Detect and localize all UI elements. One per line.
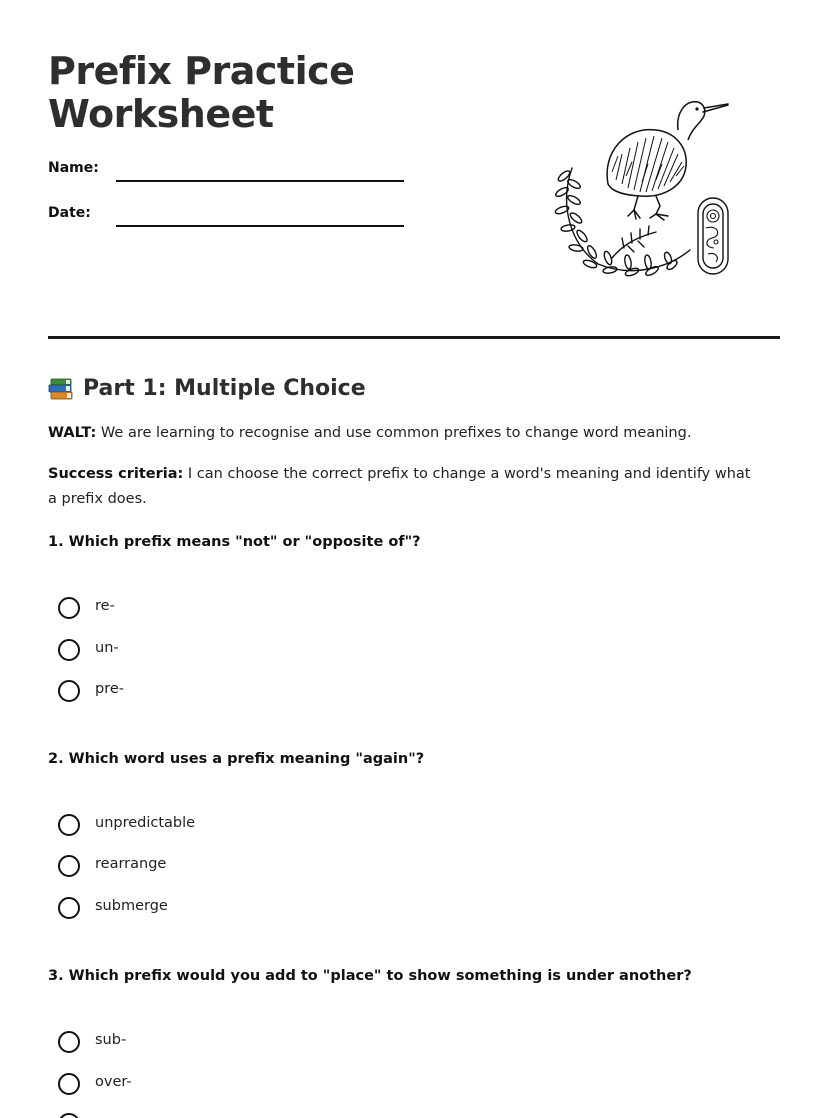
kiwi-bird-illustration [552, 92, 732, 278]
question-3: 3. Which prefix would you add to "place" to show something is under another? [48, 968, 692, 984]
name-line[interactable] [116, 180, 404, 182]
option-label: un- [95, 640, 119, 656]
date-line[interactable] [116, 225, 404, 227]
question-1: 1. Which prefix means "not" or "opposite of"? [48, 534, 421, 550]
date-label: Date: [48, 205, 91, 221]
option-label: over- [95, 1074, 132, 1090]
question-2-option-1[interactable] [58, 814, 458, 840]
radio-button[interactable] [58, 639, 80, 661]
question-3-option-2[interactable] [58, 1073, 458, 1099]
date-field[interactable] [48, 205, 408, 229]
option-label: rearrange [95, 856, 167, 872]
name-label: Name: [48, 160, 99, 176]
walt-label: WALT: [48, 425, 97, 441]
books-icon [48, 377, 74, 401]
success-criteria-label: Success criteria: [48, 466, 184, 482]
question-3-option-3[interactable] [58, 1113, 458, 1118]
title-line-2: Worksheet [48, 92, 274, 136]
radio-button[interactable] [58, 597, 80, 619]
option-label: unpredictable [95, 815, 196, 831]
walt-text: We are learning to recognise and use common prefixes to change word meaning. [96, 425, 692, 441]
radio-button[interactable] [58, 855, 80, 877]
radio-button[interactable] [58, 1113, 80, 1118]
success-criteria-text: I can choose the correct prefix to change a word's meaning and identify what a prefix does. [48, 466, 751, 507]
question-2-option-2[interactable] [58, 855, 458, 881]
radio-button[interactable] [58, 897, 80, 919]
radio-button[interactable] [58, 814, 80, 836]
question-1-option-2[interactable] [58, 639, 458, 665]
question-2-option-3[interactable] [58, 897, 458, 923]
question-1-option-3[interactable] [58, 680, 458, 706]
radio-button[interactable] [58, 1031, 80, 1053]
name-field[interactable] [48, 160, 408, 184]
success-criteria-paragraph [48, 462, 760, 512]
option-label: submerge [95, 898, 168, 914]
walt-paragraph [48, 421, 760, 446]
radio-button[interactable] [58, 1073, 80, 1095]
option-label: sub- [95, 1032, 127, 1048]
option-label: re- [95, 598, 115, 614]
worksheet-title [48, 50, 354, 136]
radio-button[interactable] [58, 680, 80, 702]
title-line-1: Prefix Practice [48, 49, 355, 93]
part-1-title: Part 1: Multiple Choice [83, 376, 366, 401]
question-2: 2. Which word uses a prefix meaning "again"? [48, 751, 425, 767]
option-label: pre- [95, 681, 124, 697]
question-3-option-1[interactable] [58, 1031, 458, 1057]
question-1-option-1[interactable] [58, 597, 458, 623]
section-divider [48, 336, 780, 339]
